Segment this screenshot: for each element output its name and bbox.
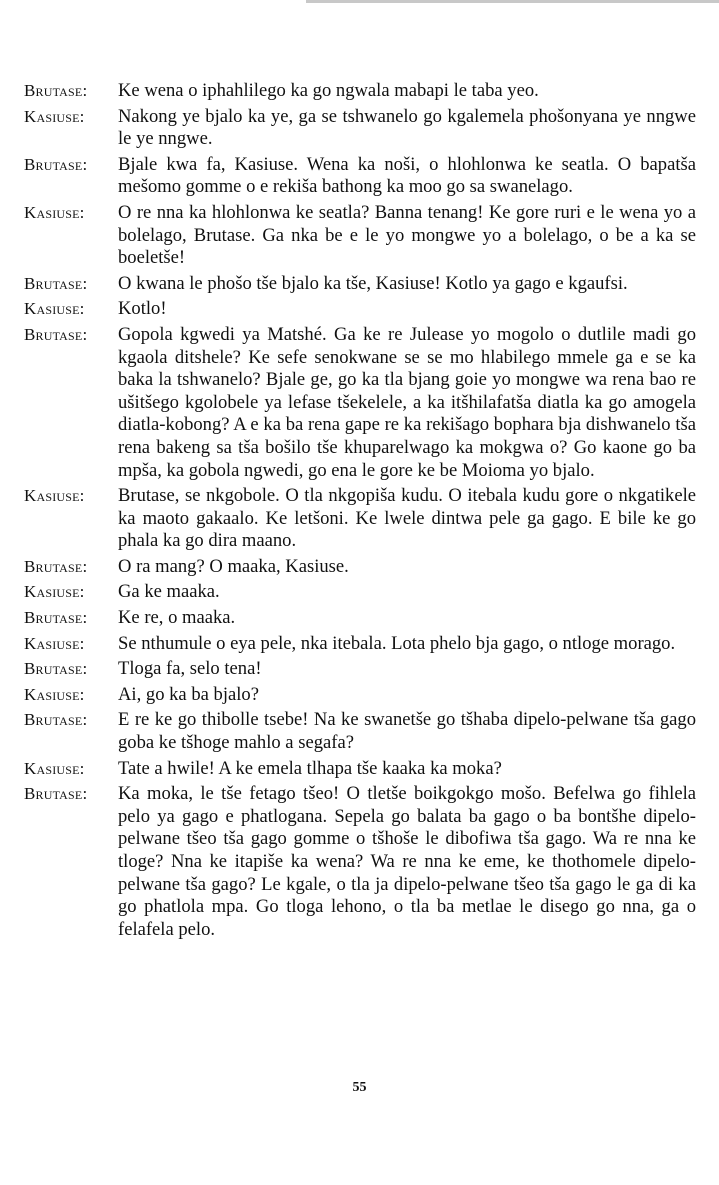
speech-text: Ke re, o maaka.	[118, 607, 236, 629]
speaker-name: Brutase:	[24, 784, 88, 804]
speaker-name: Kasiuse:	[24, 633, 85, 653]
speaker-name: Brutase:	[24, 324, 88, 344]
dialogue-entry	[24, 783, 696, 941]
dialogue-entry	[24, 485, 696, 553]
speech-text: Ka moka, le tše fetago tšeo! O tletše boikgokgo mošo. Befelwa go fihlela pelo ya gago e phatlogana. Sepela go balata ba gago o ba bontšhe dipelo-pelwane tšeo tša gago gomme o tšhoše le dibofiwa tša gago. Wa re nna ke tloge? Nna ke itapiše ka wena? Wa re nna ke eme, ke thothomele dipelo-pelwane tša gago? Le kgale, o tla ja dipelo-pelwane tšeo tša gago le ga di ka go phatlola mpa. Go tloga lehono, o tla ba metlae le disego go nna, ga o felafela pelo.	[118, 783, 696, 940]
speech-text: Ga ke maaka.	[118, 581, 220, 603]
dialogue-entry	[24, 106, 696, 151]
speech-text: O kwana le phošo tše bjalo ka tše, Kasiuse! Kotlo ya gago e kgaufsi.	[118, 272, 628, 294]
speaker-name: Brutase:	[24, 710, 88, 730]
speaker-name: Kasiuse:	[24, 202, 85, 222]
dialogue-entry	[24, 758, 696, 781]
speaker-name: Brutase:	[24, 81, 88, 100]
speaker-name: Kasiuse:	[24, 106, 85, 126]
speech-text: Kotlo!	[118, 298, 167, 320]
speech-text: Tate a hwile! A ke emela tlhapa tše kaaka ka moka?	[118, 757, 502, 779]
dialogue-entry	[24, 709, 696, 754]
speech-text: Ke wena o iphahlilego ka go ngwala mabapi le taba yeo.	[118, 80, 539, 101]
speech-text: O ra mang? O maaka, Kasiuse.	[118, 555, 349, 577]
speech-text: Bjale kwa fa, Kasiuse. Wena ka noši, o hlohlonwa ke seatla. O bapatša mešomo gomme o e rekiša bathong ka moo go sa swanelago.	[118, 153, 696, 198]
dialogue-entry	[24, 80, 696, 103]
speech-text: Brutase, se nkgobole. O tla nkgopiša kudu. O itebala kudu gore o nkgatikele ka maoto gakaalo. Ke letšoni. Ke lwele dintwa pele ga gago. E bile ke go phala ka go dira maano.	[118, 485, 696, 552]
speaker-name: Kasiuse:	[24, 684, 85, 704]
dialogue-entry	[24, 202, 696, 270]
speech-text: O re nna ka hlohlonwa ke seatla? Banna tenang! Ke gore ruri e le wena yo a bolelago, Brutase. Ga nka be e le yo mongwe yo a bolelago, o be a ka se boeletše!	[118, 201, 696, 269]
speaker-name: Brutase:	[24, 556, 88, 576]
speech-text: Tloga fa, selo tena!	[118, 658, 262, 680]
speech-text: Ai, go ka ba bjalo?	[118, 683, 259, 705]
dialogue-entry	[24, 607, 696, 630]
dialogue-text	[24, 80, 696, 944]
speech-text: Gopola kgwedi ya Matshé. Ga ke re Julease yo mogolo o dutlile madi go kgaola ditshele? Ke sefe senokwane se se mo hlabilego mmele ga e se ka baka la tshwanelo? Bjale ge, go ka tla bjang goie yo mongwe wa rena bao re ušitšego kgolobele ya lefase tšekelele, a ka itšhilafatša diatla ka go amogela diatla-kobong? A e ka ba rena gape re ka rekišago bophara bja dishwanelo tša rena bakeng sa tša bošilo tše khuparelwago ka mokgwa o? Go kaone go ba mpša, ka gobola ngwedi, go ena le gore ke be Moioma yo bjalo.	[118, 323, 696, 481]
top-edge-rule	[306, 0, 719, 3]
speaker-name: Kasiuse:	[24, 758, 85, 778]
speech-text: E re ke go thibolle tsebe! Na ke swanetše go tšhaba dipelo-pelwane tša gago goba ke tšhoge mahlo a segafa?	[118, 709, 696, 754]
speaker-name: Brutase:	[24, 659, 88, 679]
dialogue-entry	[24, 581, 696, 604]
speaker-name: Kasiuse:	[24, 299, 85, 319]
speech-text: Nakong ye bjalo ka ye, ga se tshwanelo go kgalemela phošonyana ye nngwe le ye nngwe.	[118, 105, 696, 150]
dialogue-entry	[24, 658, 696, 681]
speaker-name: Brutase:	[24, 608, 88, 628]
speaker-name: Brutase:	[24, 154, 88, 174]
speaker-name: Kasiuse:	[24, 582, 85, 602]
dialogue-entry	[24, 684, 696, 707]
dialogue-entry	[24, 298, 696, 321]
dialogue-entry	[24, 154, 696, 199]
dialogue-entry	[24, 556, 696, 579]
page-number: 55	[352, 1080, 367, 1095]
speech-text: Se nthumule o eya pele, nka itebala. Lota phelo bja gago, o ntloge morago.	[118, 632, 676, 654]
dialogue-entry	[24, 273, 696, 296]
dialogue-entry	[24, 633, 696, 656]
dialogue-entry	[24, 324, 696, 482]
speaker-name: Brutase:	[24, 273, 88, 293]
speaker-name: Kasiuse:	[24, 486, 85, 506]
